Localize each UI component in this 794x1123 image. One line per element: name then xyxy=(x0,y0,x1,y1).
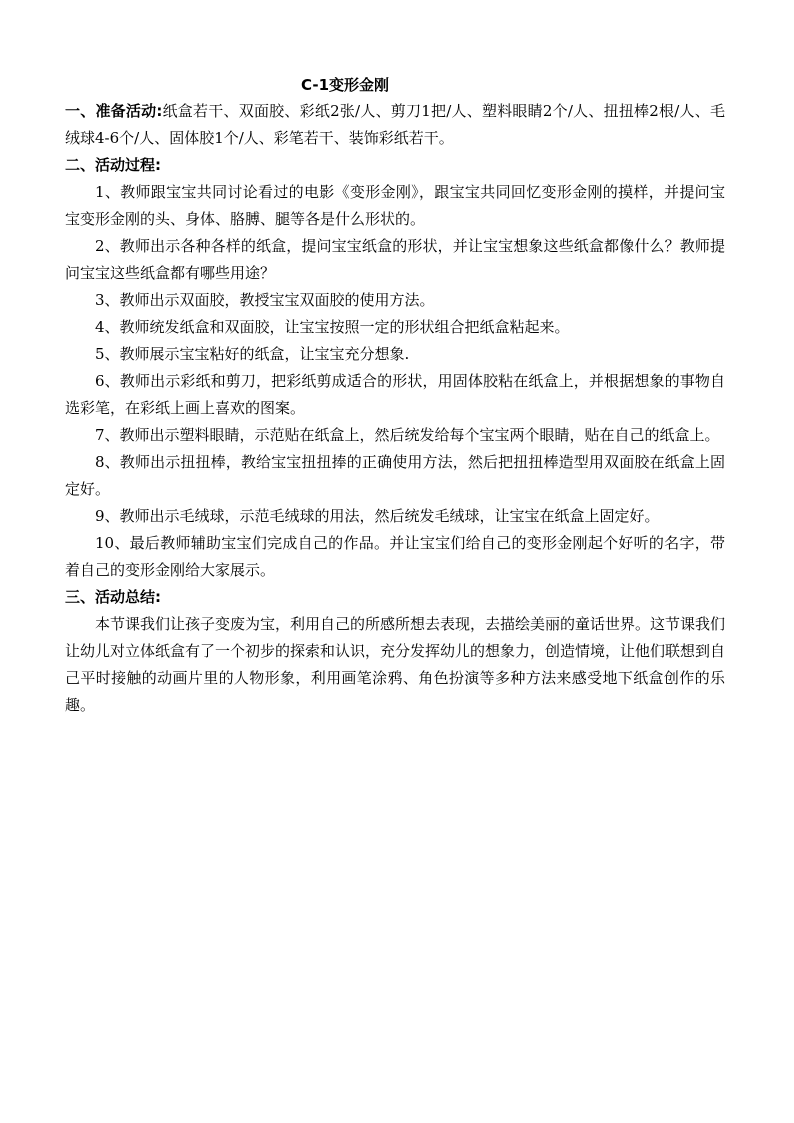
summary-paragraph: 本节课我们让孩子变废为宝，利用自己的所感所想去表现，去描绘美丽的童话世界。这节课我们让幼儿对立体纸盒有了一个初步的探索和认识，充分发挥幼儿的想象力，创造情境，让他们联想到自己平时接触的动画片里的人物形象，利用画笔涂鸦、角色扮演等多种方法来感受地下纸盒创作的乐趣。 xyxy=(65,615,726,714)
process-step: 6、教师出示彩纸和剪刀，把彩纸剪成适合的形状，用固体胶粘在纸盒上，并根据想象的事物自选彩笔，在彩纸上画上喜欢的图案。 xyxy=(65,372,725,417)
section-heading-summary: 三、活动总结: xyxy=(65,588,161,606)
section-process xyxy=(65,152,725,584)
preparation-materials: 纸盒若干、双面胶、彩纸2张/人、剪刀1把/人、塑料眼睛2个/人、扭扭棒2根/人、毛绒球4-6个/人、固体胶1个/人、彩笔若干、装饰彩纸若干。 xyxy=(65,102,725,147)
section-heading-preparation: 一、准备活动: xyxy=(65,102,163,120)
section-summary xyxy=(65,584,725,719)
preparation-paragraph xyxy=(65,98,725,152)
process-step: 3、教师出示双面胶，教授宝宝双面胶的使用方法。 xyxy=(95,291,435,309)
process-step: 8、教师出示扭扭棒，教给宝宝扭扭捧的正确使用方法，然后把扭扭棒造型用双面胶在纸盒上固定好。 xyxy=(65,453,725,498)
document-page xyxy=(65,72,725,719)
process-step: 2、教师出示各种各样的纸盒，提问宝宝纸盒的形状，并让宝宝想象这些纸盒都像什么？教师提问宝宝这些纸盒都有哪些用途？ xyxy=(65,237,725,282)
process-step: 1、教师跟宝宝共同讨论看过的电影《变形金刚》，跟宝宝共同回忆变形金刚的摸样，并提问宝宝变形金刚的头、身体、胳膊、腿等各是什么形状的。 xyxy=(65,183,725,228)
section-heading-process: 二、活动过程: xyxy=(65,156,161,174)
section-preparation xyxy=(65,98,725,152)
process-step: 9、教师出示毛绒球，示范毛绒球的用法，然后统发毛绒球，让宝宝在纸盒上固定好。 xyxy=(95,507,660,525)
process-step: 10、最后教师辅助宝宝们完成自己的作品。并让宝宝们给自己的变形金刚起个好听的名字，带着自己的变形金刚给大家展示。 xyxy=(65,534,725,579)
process-step: 7、教师出示塑料眼睛，示范贴在纸盒上，然后统发给每个宝宝两个眼睛，贴在自己的纸盒上。 xyxy=(95,426,720,444)
document-title: C-1变形金刚 xyxy=(301,76,390,94)
process-step: 4、教师统发纸盒和双面胶，让宝宝按照一定的形状组合把纸盒粘起来。 xyxy=(95,318,570,336)
process-step: 5、教师展示宝宝粘好的纸盒，让宝宝充分想象. xyxy=(95,345,410,363)
